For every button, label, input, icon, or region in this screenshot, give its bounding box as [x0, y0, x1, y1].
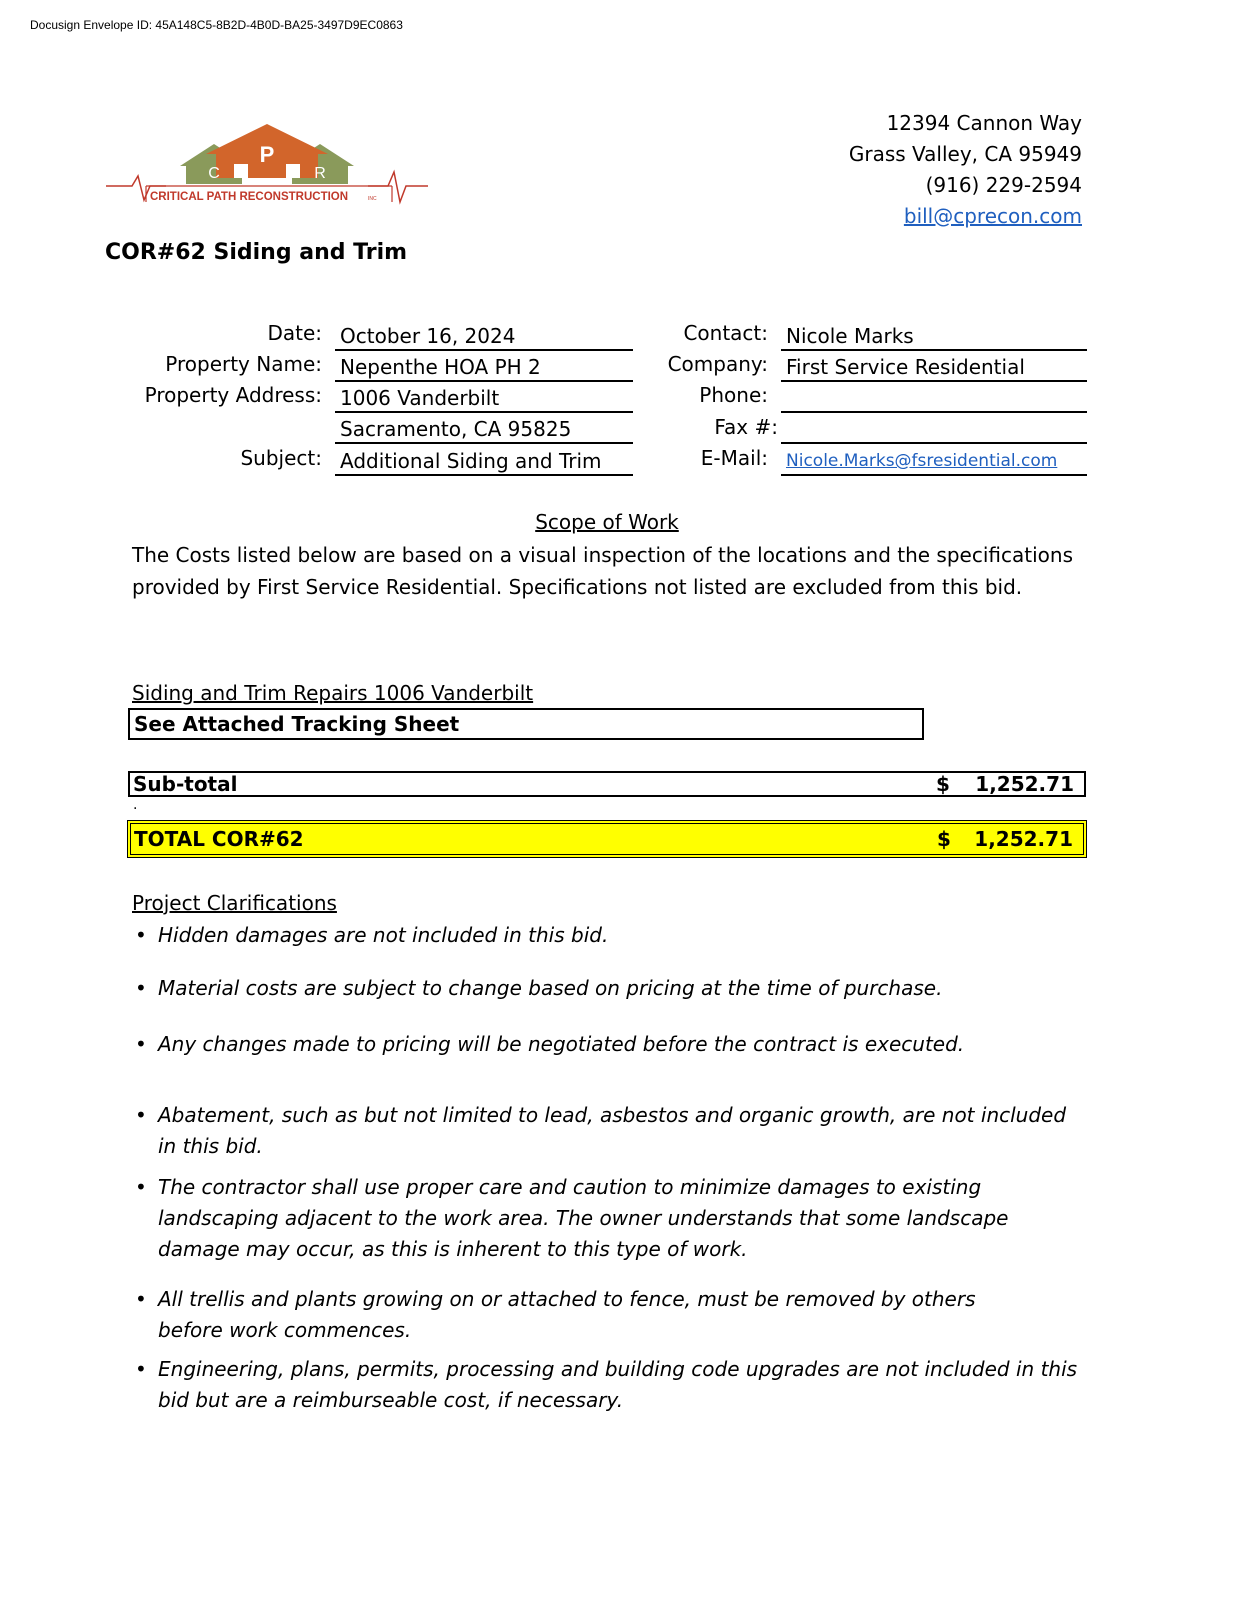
contact-label: Contact: — [683, 321, 768, 345]
fax-label: Fax #: — [714, 415, 778, 439]
subtotal-currency: $ — [936, 772, 950, 796]
property-address-line1: 1006 Vanderbilt — [335, 384, 633, 413]
total-amount: 1,252.71 — [974, 827, 1073, 851]
logo-letter-p: P — [259, 142, 275, 167]
total-label: TOTAL COR#62 — [134, 827, 304, 851]
section-heading: Siding and Trim Repairs 1006 Vanderbilt — [132, 681, 534, 705]
subject-label: Subject: — [240, 446, 322, 470]
logo-letter-c: C — [208, 165, 220, 182]
envelope-id: Docusign Envelope ID: 45A148C5-8B2D-4B0D-BA25-3497D9EC0863 — [30, 18, 403, 32]
company-logo — [106, 122, 428, 214]
total-row — [127, 820, 1087, 858]
subject-value: Additional Siding and Trim — [335, 447, 633, 476]
document-title: COR#62 Siding and Trim — [105, 240, 408, 265]
clarification-text: All trellis and plants growing on or attached to fence, must be removed by others before work commences. — [158, 1287, 976, 1342]
bullet-icon: • — [135, 976, 147, 1000]
subtotal-amount: 1,252.71 — [975, 772, 1074, 796]
clarification-item — [135, 1354, 1085, 1416]
clarification-item — [135, 1100, 1085, 1162]
total-currency: $ — [937, 827, 951, 851]
phone-label: Phone: — [699, 383, 768, 407]
company-city: Grass Valley, CA 95949 — [848, 142, 1082, 166]
scope-text: The Costs listed below are based on a visual inspection of the locations and the specifications provided by First Service Residential. Specifications not listed are excluded from this bid. — [132, 543, 1073, 599]
bullet-icon: • — [135, 923, 147, 947]
section-item-box: See Attached Tracking Sheet — [128, 708, 924, 740]
scope-heading: Scope of Work — [535, 510, 679, 534]
bullet-icon: • — [135, 1103, 147, 1127]
contact-email-link[interactable]: Nicole.Marks@fsresidential.com — [786, 451, 1058, 471]
bullet-icon: • — [135, 1175, 147, 1199]
company-value: First Service Residential — [781, 353, 1087, 382]
logo-company-name: CRITICAL PATH RECONSTRUCTION — [150, 191, 349, 203]
date-label: Date: — [267, 321, 322, 345]
bullet-icon: • — [135, 1357, 147, 1381]
contact-value: Nicole Marks — [781, 322, 1087, 351]
bullet-icon: • — [135, 1032, 147, 1056]
clarification-item — [135, 1029, 1085, 1060]
company-address — [849, 108, 1082, 232]
clarification-text: Abatement, such as but not limited to lead, asbestos and organic growth, are not included in this bid. — [158, 1103, 1067, 1158]
property-name-label: Property Name: — [165, 352, 322, 376]
clarification-text: Material costs are subject to change based on pricing at the time of purchase. — [158, 976, 943, 1000]
subtotal-label: Sub-total — [133, 772, 238, 796]
clarification-item — [135, 920, 1085, 951]
property-name-value: Nepenthe HOA PH 2 — [335, 353, 633, 382]
subtotal-row — [128, 771, 1086, 797]
date-value: October 16, 2024 — [335, 322, 633, 351]
separator-dot: . — [133, 797, 138, 813]
company-email-link[interactable]: bill@cprecon.com — [903, 204, 1082, 228]
clarification-item — [135, 973, 1085, 1004]
logo-letter-r: R — [314, 165, 326, 182]
clarification-text: The contractor shall use proper care and caution to minimize damages to existing landscaping adjacent to the work area. The owner understands that some landscape damage may occur, as this is inherent to this type of work. — [158, 1175, 1009, 1261]
clarifications-heading: Project Clarifications — [132, 891, 337, 915]
clarification-item — [135, 1172, 1015, 1265]
email-value — [781, 447, 1087, 476]
property-address-line2: Sacramento, CA 95825 — [335, 415, 633, 444]
phone-value — [781, 384, 1087, 413]
company-label: Company: — [667, 352, 768, 376]
email-label: E-Mail: — [700, 446, 768, 470]
fax-value — [781, 415, 1087, 444]
company-phone: (916) 229-2594 — [925, 173, 1082, 197]
clarification-text: Hidden damages are not included in this bid. — [158, 923, 609, 947]
property-address-label: Property Address: — [144, 383, 322, 407]
logo-inc: INC — [368, 196, 377, 202]
company-street: 12394 Cannon Way — [886, 111, 1082, 135]
bullet-icon: • — [135, 1287, 147, 1311]
clarification-text: Engineering, plans, permits, processing and building code upgrades are not included in this bid but are a reimburseable cost, if necessary. — [158, 1357, 1078, 1412]
clarification-item — [135, 1284, 1035, 1346]
clarification-text: Any changes made to pricing will be negotiated before the contract is executed. — [158, 1032, 965, 1056]
